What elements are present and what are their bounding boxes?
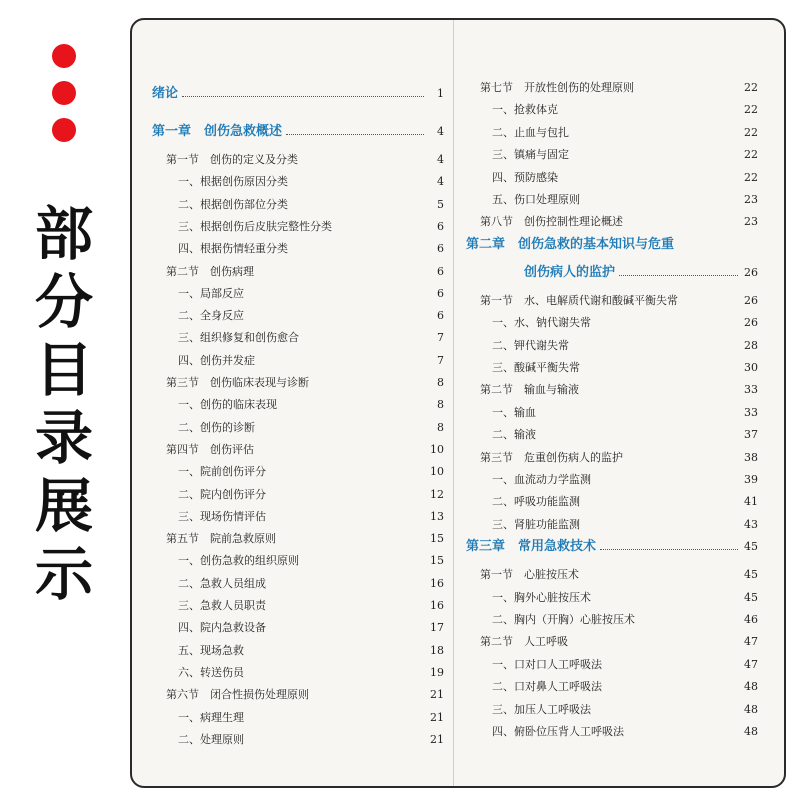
toc-section — [462, 448, 758, 468]
toc-entry-title: 一、病理生理 — [178, 710, 244, 724]
toc-entry-page: 45 — [744, 540, 758, 554]
toc-entry-page: 4 — [437, 175, 444, 189]
toc-entry-title: 一、根据创伤原因分类 — [178, 175, 288, 189]
toc-section — [462, 632, 758, 652]
toc-entry-title: 二、呼吸功能监测 — [492, 495, 580, 509]
dot-leader — [286, 134, 424, 135]
red-dot-icon — [52, 81, 76, 105]
toc-page-photo — [130, 18, 786, 788]
toc-item — [148, 395, 444, 415]
toc-entry-page: 15 — [430, 532, 444, 546]
toc-entry-title: 第一节 创伤的定义及分类 — [166, 153, 298, 166]
toc-section — [462, 212, 758, 232]
dot-leader — [619, 275, 738, 276]
side-title-char: 分 — [34, 268, 93, 336]
toc-entry-title: 三、急救人员职责 — [178, 599, 266, 612]
toc-item — [462, 358, 758, 378]
toc-section — [148, 685, 444, 705]
toc-entry-title: 第二节 人工呼吸 — [480, 635, 568, 649]
toc-entry-page: 38 — [744, 450, 758, 464]
toc-item — [148, 551, 444, 571]
toc-entry-page: 8 — [437, 420, 444, 434]
toc-item — [462, 722, 758, 742]
toc-entry-page: 47 — [744, 635, 758, 649]
toc-entry-title: 三、加压人工呼吸法 — [492, 702, 591, 716]
toc-entry-page: 5 — [437, 197, 444, 211]
toc-entry-title: 四、根据伤情轻重分类 — [178, 242, 288, 256]
toc-entry-page: 28 — [744, 338, 758, 352]
toc-item — [148, 462, 444, 482]
toc-entry-title: 第一节 水、电解质代谢和酸碱平衡失常 — [480, 293, 678, 307]
red-dot-icon — [52, 118, 76, 142]
toc-entry-page: 47 — [744, 657, 758, 671]
toc-item — [462, 470, 758, 490]
toc-item — [462, 515, 758, 535]
toc-entry-title: 二、止血与包扎 — [492, 125, 569, 139]
toc-entry-title: 第一节 心脏按压术 — [480, 568, 579, 582]
toc-entry-page: 26 — [744, 316, 758, 330]
toc-entry-page: 45 — [744, 568, 758, 582]
toc-chapter — [148, 122, 444, 146]
toc-entry-title: 第四节 创伤评估 — [166, 442, 254, 456]
toc-section — [148, 440, 444, 460]
column-divider — [453, 20, 454, 786]
toc-section — [148, 150, 444, 170]
toc-entry-title: 第五节 院前急救原则 — [166, 532, 276, 546]
toc-item — [462, 588, 758, 608]
toc-entry-page: 23 — [744, 193, 758, 206]
toc-entry-title: 第三节 创伤临床表现与诊断 — [166, 376, 309, 389]
toc-entry-title: 第七节 开放性创伤的处理原则 — [480, 81, 634, 94]
toc-item — [148, 574, 444, 594]
toc-entry-page: 45 — [744, 590, 758, 604]
toc-entry-title: 二、钾代谢失常 — [492, 338, 569, 352]
toc-entry-page: 6 — [437, 286, 444, 300]
side-title-char: 示 — [34, 540, 93, 608]
toc-entry-page: 10 — [430, 442, 444, 456]
toc-entry-page: 41 — [744, 495, 758, 509]
toc-section — [148, 529, 444, 549]
toc-entry-page: 18 — [430, 643, 444, 657]
toc-entry-page: 16 — [430, 599, 444, 612]
toc-entry-title: 四、创伤并发症 — [178, 353, 255, 367]
toc-entry-page: 30 — [744, 361, 758, 374]
toc-item — [462, 100, 758, 120]
toc-entry-title: 二、处理原则 — [178, 732, 244, 746]
toc-item — [462, 610, 758, 630]
toc-entry-page: 48 — [744, 725, 758, 738]
toc-entry-title: 一、口对口人工呼吸法 — [492, 657, 602, 671]
toc-entry-title: 一、血流动力学监测 — [492, 473, 591, 486]
toc-item — [148, 351, 444, 371]
toc-entry-page: 21 — [430, 688, 444, 702]
toc-entry-title: 第八节 创伤控制性理论概述 — [480, 215, 623, 229]
toc-entry-page: 26 — [744, 265, 758, 279]
toc-entry-page: 7 — [437, 353, 444, 367]
toc-entry-title: 二、创伤的诊断 — [178, 420, 255, 434]
toc-entry-title: 一、创伤的临床表现 — [178, 398, 277, 412]
toc-entry-page: 13 — [430, 509, 444, 523]
toc-entry-title: 二、口对鼻人工呼吸法 — [492, 680, 602, 694]
toc-item — [462, 313, 758, 333]
toc-entry-page: 21 — [430, 732, 444, 746]
red-dot-icon — [52, 44, 76, 68]
toc-entry-page: 22 — [744, 125, 758, 139]
toc-entry-title: 二、胸内（开胸）心脏按压术 — [492, 613, 635, 626]
toc-item — [148, 306, 444, 326]
dot-leader — [600, 549, 738, 550]
side-title-char: 录 — [34, 404, 93, 472]
toc-item — [148, 485, 444, 505]
toc-entry-page: 26 — [744, 293, 758, 307]
toc-item — [148, 284, 444, 304]
toc-entry-page: 48 — [744, 702, 758, 716]
toc-item — [462, 145, 758, 165]
toc-item — [148, 239, 444, 259]
dot-leader — [182, 96, 424, 97]
side-title-char: 目 — [34, 336, 93, 404]
toc-entry-title: 三、根据创伤后皮肤完整性分类 — [178, 219, 332, 233]
toc-entry-page: 19 — [430, 665, 444, 679]
toc-item — [462, 700, 758, 720]
toc-entry-page: 4 — [437, 125, 444, 138]
toc-entry-title: 第二节 创伤病理 — [166, 264, 254, 278]
toc-entry-title: 第一章 创伤急救概述 — [152, 124, 283, 139]
toc-entry-title: 二、院内创伤评分 — [178, 487, 266, 501]
toc-entry-title: 四、院内急救设备 — [178, 621, 266, 635]
side-title — [30, 200, 98, 608]
toc-entry-title: 三、组织修复和创伤愈合 — [178, 331, 299, 345]
toc-entry-title: 一、创伤急救的组织原则 — [178, 554, 299, 568]
toc-item — [148, 641, 444, 661]
toc-entry-title: 一、院前创伤评分 — [178, 465, 266, 479]
toc-section — [462, 291, 758, 311]
toc-item — [462, 123, 758, 143]
toc-item — [462, 336, 758, 356]
side-title-char: 展 — [34, 472, 93, 540]
toc-entry-page: 6 — [437, 309, 444, 323]
toc-entry-page: 46 — [744, 613, 758, 626]
toc-section — [148, 262, 444, 282]
toc-chapter — [148, 84, 444, 108]
toc-entry-page: 43 — [744, 517, 758, 531]
toc-item — [148, 418, 444, 438]
toc-entry-page: 8 — [437, 376, 444, 389]
toc-entry-page: 1 — [437, 87, 444, 100]
toc-entry-page: 6 — [437, 219, 444, 233]
toc-item — [148, 730, 444, 750]
toc-entry-page: 37 — [744, 428, 758, 442]
toc-entry-title: 第三节 危重创伤病人的监护 — [480, 450, 623, 464]
toc-section — [462, 78, 758, 98]
toc-entry-page: 48 — [744, 680, 758, 694]
toc-entry-title: 五、现场急救 — [178, 643, 244, 657]
toc-entry-page: 8 — [437, 398, 444, 412]
toc-item — [148, 507, 444, 527]
toc-entry-title: 六、转送伤员 — [178, 665, 244, 679]
toc-entry-title: 一、局部反应 — [178, 286, 244, 300]
toc-item — [462, 425, 758, 445]
toc-item — [148, 708, 444, 728]
toc-entry-title: 第二节 输血与输液 — [480, 383, 579, 397]
toc-entry-title: 第六节 闭合性损伤处理原则 — [166, 688, 309, 702]
toc-entry-page: 22 — [744, 170, 758, 184]
toc-item — [148, 195, 444, 215]
toc-entry-title: 二、全身反应 — [178, 309, 244, 323]
toc-entry-title: 五、伤口处理原则 — [492, 193, 580, 206]
toc-entry-title: 一、水、钠代谢失常 — [492, 316, 591, 330]
toc-entry-title: 绪论 — [152, 86, 179, 101]
toc-entry-title: 创伤病人的监护 — [524, 264, 616, 280]
toc-item — [148, 596, 444, 616]
toc-entry-page: 7 — [437, 331, 444, 345]
toc-item — [462, 403, 758, 423]
toc-section — [462, 380, 758, 400]
toc-entry-page: 15 — [430, 554, 444, 568]
toc-chapter — [462, 537, 758, 561]
toc-entry-title: 一、输血 — [492, 405, 536, 419]
toc-entry-title: 三、镇痛与固定 — [492, 148, 569, 162]
toc-entry-title: 四、俯卧位压背人工呼吸法 — [492, 725, 624, 738]
toc-entry-page: 22 — [744, 81, 758, 94]
toc-entry-page: 17 — [430, 621, 444, 635]
toc-item — [148, 663, 444, 683]
toc-item — [462, 168, 758, 188]
toc-entry-page: 39 — [744, 473, 758, 486]
toc-entry-page: 10 — [430, 465, 444, 479]
side-title-char: 部 — [34, 200, 93, 268]
toc-entry-title: 二、根据创伤部位分类 — [178, 197, 288, 211]
toc-item — [148, 172, 444, 192]
toc-item — [148, 217, 444, 237]
toc-entry-title: 二、输液 — [492, 428, 536, 442]
toc-section — [148, 373, 444, 393]
toc-entry-title: 三、酸碱平衡失常 — [492, 361, 580, 374]
toc-entry-page: 22 — [744, 103, 758, 117]
toc-entry-title: 一、抢救体克 — [492, 103, 558, 117]
toc-entry-page: 22 — [744, 148, 758, 162]
toc-chapter — [462, 235, 758, 259]
toc-entry-page: 6 — [437, 242, 444, 256]
toc-entry-title: 三、肾脏功能监测 — [492, 517, 580, 531]
toc-entry-page: 21 — [430, 710, 444, 724]
toc-item — [462, 492, 758, 512]
toc-item — [462, 190, 758, 210]
toc-item — [148, 618, 444, 638]
toc-entry-page: 16 — [430, 576, 444, 590]
toc-entry-title: 第二章 创伤急救的基本知识与危重 — [466, 236, 675, 252]
toc-entry-page: 23 — [744, 215, 758, 229]
side-banner — [0, 0, 128, 800]
toc-item — [462, 677, 758, 697]
toc-item — [462, 655, 758, 675]
toc-chapter — [462, 263, 758, 287]
toc-entry-page: 12 — [430, 487, 444, 501]
toc-entry-page: 33 — [744, 383, 758, 397]
toc-entry-title: 四、预防感染 — [492, 170, 558, 184]
toc-entry-title: 二、急救人员组成 — [178, 576, 266, 590]
toc-section — [462, 565, 758, 585]
toc-entry-page: 4 — [437, 153, 444, 166]
toc-entry-title: 三、现场伤情评估 — [178, 509, 266, 523]
toc-entry-title: 第三章 常用急救技术 — [466, 539, 597, 555]
toc-entry-page: 6 — [437, 264, 444, 278]
toc-item — [148, 328, 444, 348]
toc-entry-title: 一、胸外心脏按压术 — [492, 590, 591, 604]
toc-entry-page: 33 — [744, 405, 758, 419]
